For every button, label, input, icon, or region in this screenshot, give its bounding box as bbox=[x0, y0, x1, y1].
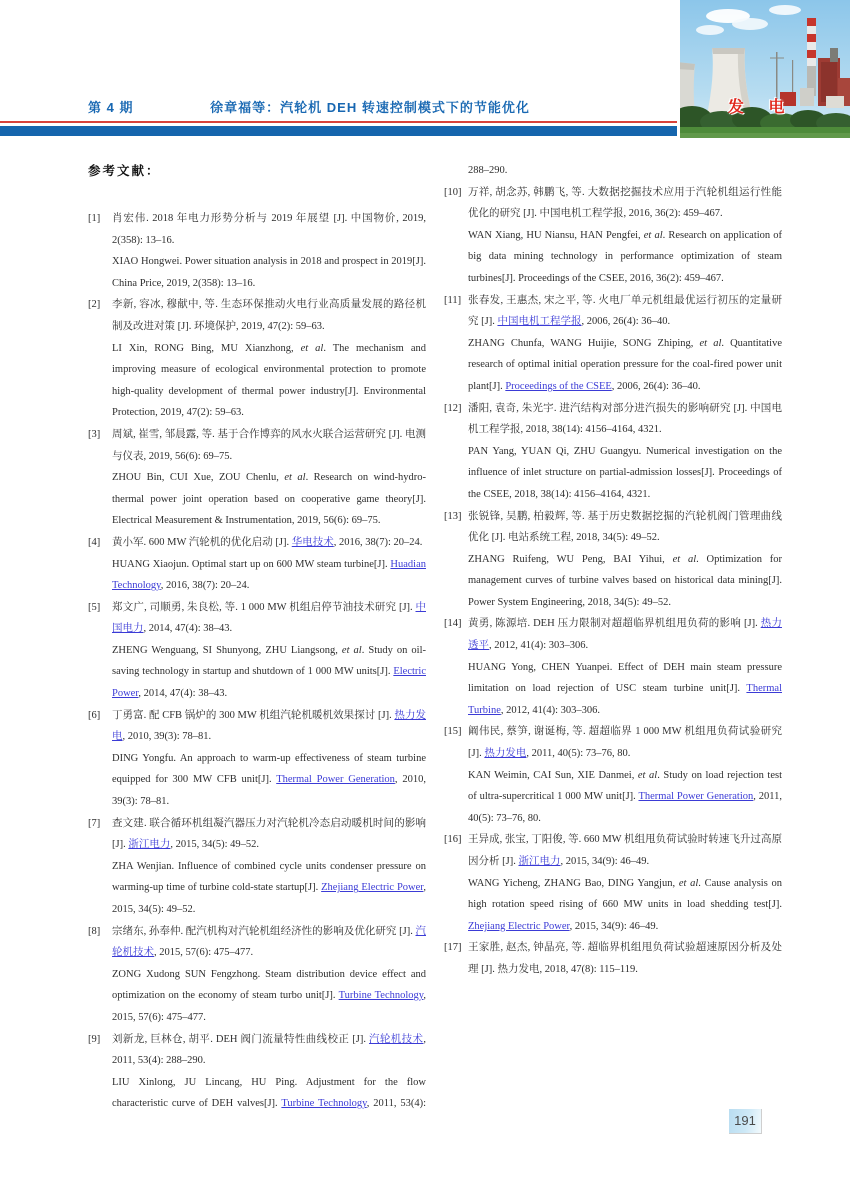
reference-text: . Quantitative research of optimal initial operation pressure for the coal-fired power unit plant[J]. bbox=[468, 337, 782, 392]
reference-number: [13] bbox=[444, 510, 462, 522]
journal-link[interactable]: 浙江电力 bbox=[518, 856, 561, 867]
reference-text: ZHA Wenjian. Influence of combined cycle units condenser pressure on warming-up time of turbine cold-state startup[J]. bbox=[112, 860, 426, 894]
power-plant-illustration bbox=[680, 0, 850, 138]
reference-paragraph bbox=[112, 856, 426, 921]
reference-item bbox=[88, 532, 426, 597]
reference-item bbox=[444, 290, 782, 398]
reference-text: , 2011, 40(5): 73–76, 80. bbox=[526, 748, 631, 760]
journal-link[interactable]: 热力透平 bbox=[468, 618, 782, 652]
reference-paragraph bbox=[112, 532, 426, 554]
et-al-italic: et al bbox=[643, 229, 663, 241]
reference-number: [14] bbox=[444, 618, 462, 630]
reference-item bbox=[88, 208, 426, 294]
reference-text: ZHANG Chunfa, WANG Huijie, SONG Zhiping, bbox=[468, 337, 700, 349]
reference-text: 万祥, 胡念苏, 韩鹏飞, 等. 大数据挖掘技术应用于汽轮机组运行性能优化的研究 [J]. 中国电机工程学报, 2016, 36(2): 459–467. bbox=[468, 186, 782, 220]
reference-text: . Research on application of big data mining technology in performance optimization of steam turbines[J]. Proceedings of the CSEE, 2016, 36(2): 459–467. bbox=[468, 229, 782, 284]
reference-text: , 2011, 53(4): 288–290. bbox=[112, 1033, 426, 1067]
references-heading: 参考文献： bbox=[88, 164, 161, 178]
reference-text: , 2015, 34(5): 49–52. bbox=[112, 882, 426, 915]
journal-link[interactable]: Zhejiang Electric Power bbox=[321, 882, 424, 894]
reference-text: . Study on load rejection test of ultra-supercritical 1 000 MW unit[J]. bbox=[468, 769, 782, 803]
reference-paragraph bbox=[112, 748, 426, 813]
reference-item bbox=[444, 829, 782, 937]
reference-paragraph bbox=[468, 333, 782, 398]
journal-link[interactable]: 热力发电 bbox=[484, 748, 527, 760]
reference-text: , 2011, 53(4): 288–290. bbox=[366, 165, 508, 1110]
reference-text: 查文建. 联合循环机组凝汽器压力对汽轮机冷态启动暖机时间的影响 [J]. bbox=[112, 817, 426, 851]
journal-link[interactable]: Thermal Power Generation bbox=[276, 774, 395, 786]
reference-paragraph bbox=[112, 813, 426, 856]
reference-text: 王家胜, 赵杰, 钟晶亮, 等. 超临界机组甩负荷试验超速原因分析及处理 [J]. 热力发电, 2018, 47(8): 115–119. bbox=[468, 942, 782, 975]
reference-text: 王异成, 张宝, 丁阳俊, 等. 660 MW 机组甩负荷试验时转速飞升过高原因分析 [J]. bbox=[468, 834, 782, 867]
journal-link[interactable]: Turbine Technology bbox=[281, 1098, 367, 1110]
reference-text: , 2014, 47(4): 38–43. bbox=[138, 688, 228, 700]
reference-item bbox=[88, 705, 426, 813]
reference-text: LIU Xinlong, JU Lincang, HU Ping. Adjustment for the flow characteristic curve of DEH valves[J]. bbox=[112, 1076, 426, 1110]
reference-paragraph bbox=[468, 441, 782, 506]
reference-text: , 2014, 47(4): 38–43. bbox=[143, 623, 233, 635]
reference-number: [1] bbox=[88, 213, 101, 224]
reference-paragraph bbox=[468, 721, 782, 764]
reference-text: 黄勇, 陈源培. DEH 压力限制对超超临界机组甩负荷的影响 [J]. bbox=[468, 618, 761, 630]
reference-text: . Study on oil-saving technology in startup and shutdown of 1 000 MW units[J]. bbox=[112, 644, 427, 678]
reference-paragraph bbox=[112, 1029, 426, 1072]
reference-number: [12] bbox=[444, 402, 462, 414]
reference-text: . Research on wind-hydro-thermal power joint operation based on cooperative game theory[J]. Electrical Measurement & Instrumentation, 2019, 56(6): 69–75. bbox=[112, 472, 427, 527]
journal-link[interactable]: Zhejiang Electric Power bbox=[468, 920, 570, 932]
reference-number: [6] bbox=[88, 709, 101, 721]
journal-link[interactable]: 中国电机工程学报 bbox=[497, 316, 582, 328]
journal-link[interactable]: 热力发电 bbox=[112, 709, 426, 743]
reference-paragraph bbox=[468, 613, 782, 656]
reference-text: , 2012, 41(4): 303–306. bbox=[489, 640, 589, 652]
journal-link[interactable]: 汽轮机技术 bbox=[368, 1033, 424, 1045]
reference-number: [16] bbox=[444, 834, 462, 846]
reference-paragraph bbox=[468, 549, 782, 614]
reference-text: 黄小军. 600 MW 汽轮机的优化启动 [J]. bbox=[112, 536, 292, 548]
reference-text: HUANG Yong, CHEN Yuanpei. Effect of DEH main steam pressure limitation on load rejection of USC steam turbine unit[J]. bbox=[468, 661, 782, 695]
photo-caption-fadian: 发 电 bbox=[728, 99, 795, 116]
running-title: 徐章福等：汽轮机 DEH 转速控制模式下的节能优化 bbox=[210, 100, 530, 115]
reference-paragraph bbox=[112, 208, 426, 251]
reference-text: 刘新龙, 巨林仓, 胡平. DEH 阀门流量特性曲线校正 [J]. bbox=[112, 1033, 369, 1045]
reference-item bbox=[88, 424, 426, 532]
reference-text: ZONG Xudong SUN Fengzhong. Steam distribution device effect and optimization on the economy of steam turbo unit[J]. bbox=[112, 968, 426, 1002]
reference-text: 周斌, 崔雪, 邹晨露, 等. 基于合作博弈的风水火联合运营研究 [J]. 电测与仪表, 2019, 56(6): 69–75. bbox=[112, 428, 426, 462]
reference-paragraph bbox=[468, 829, 782, 872]
reference-text: 丁勇富. 配 CFB 锅炉的 300 MW 机组汽轮机暖机效果探讨 [J]. bbox=[112, 709, 395, 721]
et-al-italic: et al bbox=[284, 472, 306, 484]
reference-text: , 2010, 39(3): 78–81. bbox=[122, 731, 212, 743]
reference-paragraph bbox=[112, 251, 426, 294]
reference-number: [10] bbox=[444, 186, 462, 198]
header-rule-blue bbox=[0, 126, 677, 136]
reference-item bbox=[88, 813, 426, 921]
reference-paragraph bbox=[468, 765, 782, 830]
issue-label: 第 4 期 bbox=[88, 100, 134, 115]
reference-paragraph bbox=[112, 554, 426, 597]
reference-text: XIAO Hongwei. Power situation analysis in 2018 and prospect in 2019[J]. China Price, 2019, 2(358): 13–16. bbox=[112, 256, 426, 289]
reference-text: . The mechanism and improving measure of ecological environmental protection to promote high-quality development of thermal power industry[J]. Environmental Protection, 2019, 47(2): 59–63. bbox=[112, 342, 426, 419]
reference-number: [8] bbox=[88, 925, 101, 937]
reference-paragraph bbox=[468, 290, 782, 333]
reference-text: , 2015, 34(9): 46–49. bbox=[560, 856, 650, 867]
reference-text: KAN Weimin, CAI Sun, XIE Danmei, bbox=[468, 769, 638, 781]
reference-item bbox=[444, 506, 782, 614]
reference-text: , 2015, 34(9): 46–49. bbox=[569, 920, 659, 932]
reference-paragraph bbox=[112, 424, 426, 467]
reference-text: 潘阳, 袁奇, 朱光宇. 进汽结构对部分进汽损失的影响研究 [J]. 中国电机工程学报, 2018, 38(14): 4156–4164, 4321. bbox=[468, 402, 782, 436]
reference-text: WAN Xiang, HU Niansu, HAN Pengfei, bbox=[468, 229, 644, 241]
reference-text: 张锐锋, 吴鹏, 柏毅辉, 等. 基于历史数据挖掘的汽轮机阀门管理曲线优化 [J]. 电站系统工程, 2018, 34(5): 49–52. bbox=[468, 510, 782, 544]
reference-text: , 2006, 26(4): 36–40. bbox=[611, 380, 701, 392]
reference-number: [3] bbox=[88, 428, 101, 440]
reference-paragraph bbox=[468, 937, 782, 980]
reference-item bbox=[444, 721, 782, 829]
reference-text: , 2016, 38(7): 20–24. bbox=[333, 536, 423, 548]
reference-text: . Cause analysis on high rotation speed rising of 660 MW units in load shedding test[J]. bbox=[468, 877, 782, 911]
reference-paragraph bbox=[112, 294, 426, 337]
banner-photo bbox=[680, 0, 850, 138]
reference-text: , 2012, 41(4): 303–306. bbox=[500, 704, 601, 716]
reference-text: , 2010, 39(3): 78–81. bbox=[112, 774, 427, 808]
reference-paragraph bbox=[112, 921, 426, 964]
et-al-italic: et al bbox=[699, 337, 722, 349]
page-number: 191 bbox=[729, 1109, 762, 1134]
reference-text: ZHENG Wenguang, SI Shunyong, ZHU Liangsong, bbox=[112, 644, 342, 656]
reference-number: [4] bbox=[88, 536, 101, 548]
reference-number: [15] bbox=[444, 726, 462, 738]
reference-text: 李新, 容冰, 穆献中, 等. 生态环保推动火电行业高质量发展的路径机制及改进对策 [J]. 环境保护, 2019, 47(2): 59–63. bbox=[112, 299, 426, 332]
reference-item bbox=[444, 182, 782, 290]
reference-item bbox=[88, 294, 426, 424]
reference-paragraph bbox=[468, 398, 782, 441]
reference-text: 郑文广, 司顺勇, 朱良松, 等. 1 000 MW 机组启停节油技术研究 [J]. bbox=[112, 601, 416, 613]
journal-link[interactable]: 华电技术 bbox=[291, 536, 334, 548]
reference-number: [9] bbox=[88, 1033, 101, 1045]
reference-item bbox=[444, 937, 782, 980]
reference-paragraph bbox=[112, 640, 426, 705]
reference-number: [17] bbox=[444, 942, 462, 954]
reference-text: 肖宏伟. 2018 年电力形势分析与 2019 年展望 [J]. 中国物价, 2019, 2(358): 13–16. bbox=[112, 213, 426, 246]
reference-number: [7] bbox=[88, 817, 101, 829]
journal-link[interactable]: Proceedings of the CSEE bbox=[505, 380, 612, 392]
et-al-italic: et al bbox=[300, 342, 324, 354]
reference-paragraph bbox=[468, 657, 782, 722]
journal-link[interactable]: Electric Power bbox=[112, 666, 426, 700]
reference-paragraph bbox=[112, 467, 426, 532]
reference-number: [5] bbox=[88, 601, 101, 613]
reference-paragraph bbox=[468, 182, 782, 225]
reference-paragraph bbox=[112, 964, 426, 1029]
reference-text: ZHANG Ruifeng, WU Peng, BAI Yihui, bbox=[468, 553, 673, 565]
reference-paragraph bbox=[468, 225, 782, 290]
reference-text: , 2015, 57(6): 475–477. bbox=[112, 990, 426, 1023]
reference-paragraph bbox=[112, 338, 426, 424]
reference-text: , 2016, 38(7): 20–24. bbox=[160, 580, 250, 592]
et-al-italic: et al bbox=[637, 769, 658, 781]
reference-text: DING Yongfu. An approach to warm-up effectiveness of steam turbine equipped for 300 MW CFB unit[J]. bbox=[112, 752, 426, 786]
reference-text: LI Xin, RONG Bing, MU Xianzhong, bbox=[112, 342, 301, 354]
reference-text: , 2015, 57(6): 475–477. bbox=[154, 947, 254, 959]
reference-number: [11] bbox=[444, 294, 462, 306]
reference-item bbox=[444, 398, 782, 506]
reference-item bbox=[88, 921, 426, 1029]
reference-text: 宗绪东, 孙奉仲. 配汽机构对汽轮机组经济性的影响及优化研究 [J]. bbox=[112, 925, 416, 937]
journal-link[interactable]: 汽轮机技术 bbox=[112, 925, 426, 959]
reference-text: , 2006, 26(4): 36–40. bbox=[581, 316, 671, 328]
reference-text: PAN Yang, YUAN Qi, ZHU Guangyu. Numerical investigation on the influence of inlet structure on partial-admission losses[J]. Proceedings of the CSEE, 2018, 38(14): 4156–4164, 4321. bbox=[468, 445, 782, 500]
reference-paragraph bbox=[468, 506, 782, 549]
reference-paragraph bbox=[112, 597, 426, 640]
reference-text: , 2011, 40(5): 73–76, 80. bbox=[468, 791, 782, 824]
journal-link[interactable]: 浙江电力 bbox=[128, 839, 171, 851]
journal-link[interactable]: Thermal Power Generation bbox=[638, 791, 754, 803]
reference-text: 张春发, 王惠杰, 宋之平, 等. 火电厂单元机组最优运行初压的定量研究 [J]. bbox=[468, 294, 782, 328]
reference-item bbox=[444, 613, 782, 721]
reference-paragraph bbox=[112, 705, 426, 748]
journal-link[interactable]: Huadian Technology bbox=[112, 558, 426, 592]
et-al-italic: et al bbox=[672, 553, 697, 565]
header-rule-red bbox=[0, 121, 677, 123]
reference-number: [2] bbox=[88, 299, 101, 311]
journal-link[interactable]: Thermal Turbine bbox=[468, 683, 782, 716]
reference-text: . Optimization for management curves of turbine valves based on historical data mining[J]. Power System Engineering, 2018, 34(5): 49–52. bbox=[468, 553, 782, 608]
reference-paragraph bbox=[468, 873, 782, 938]
reference-text: 阚伟民, 蔡笋, 谢诞梅, 等. 超超临界 1 000 MW 机组甩负荷试验研究 [J]. bbox=[468, 726, 782, 760]
reference-text: WANG Yicheng, ZHANG Bao, DING Yangjun, bbox=[468, 877, 679, 889]
reference-text: HUANG Xiaojun. Optimal start up on 600 MW steam turbine[J]. bbox=[112, 558, 391, 570]
journal-link[interactable]: Turbine Technology bbox=[338, 990, 424, 1002]
et-al-italic: et al bbox=[678, 877, 699, 889]
journal-link[interactable]: 中国电力 bbox=[112, 601, 426, 635]
et-al-italic: et al bbox=[341, 644, 362, 656]
reference-item bbox=[88, 597, 426, 705]
reference-text: , 2015, 34(5): 49–52. bbox=[170, 839, 260, 851]
reference-text: ZHOU Bin, CUI Xue, ZOU Chenlu, bbox=[112, 472, 285, 484]
references-flow bbox=[88, 160, 782, 1118]
